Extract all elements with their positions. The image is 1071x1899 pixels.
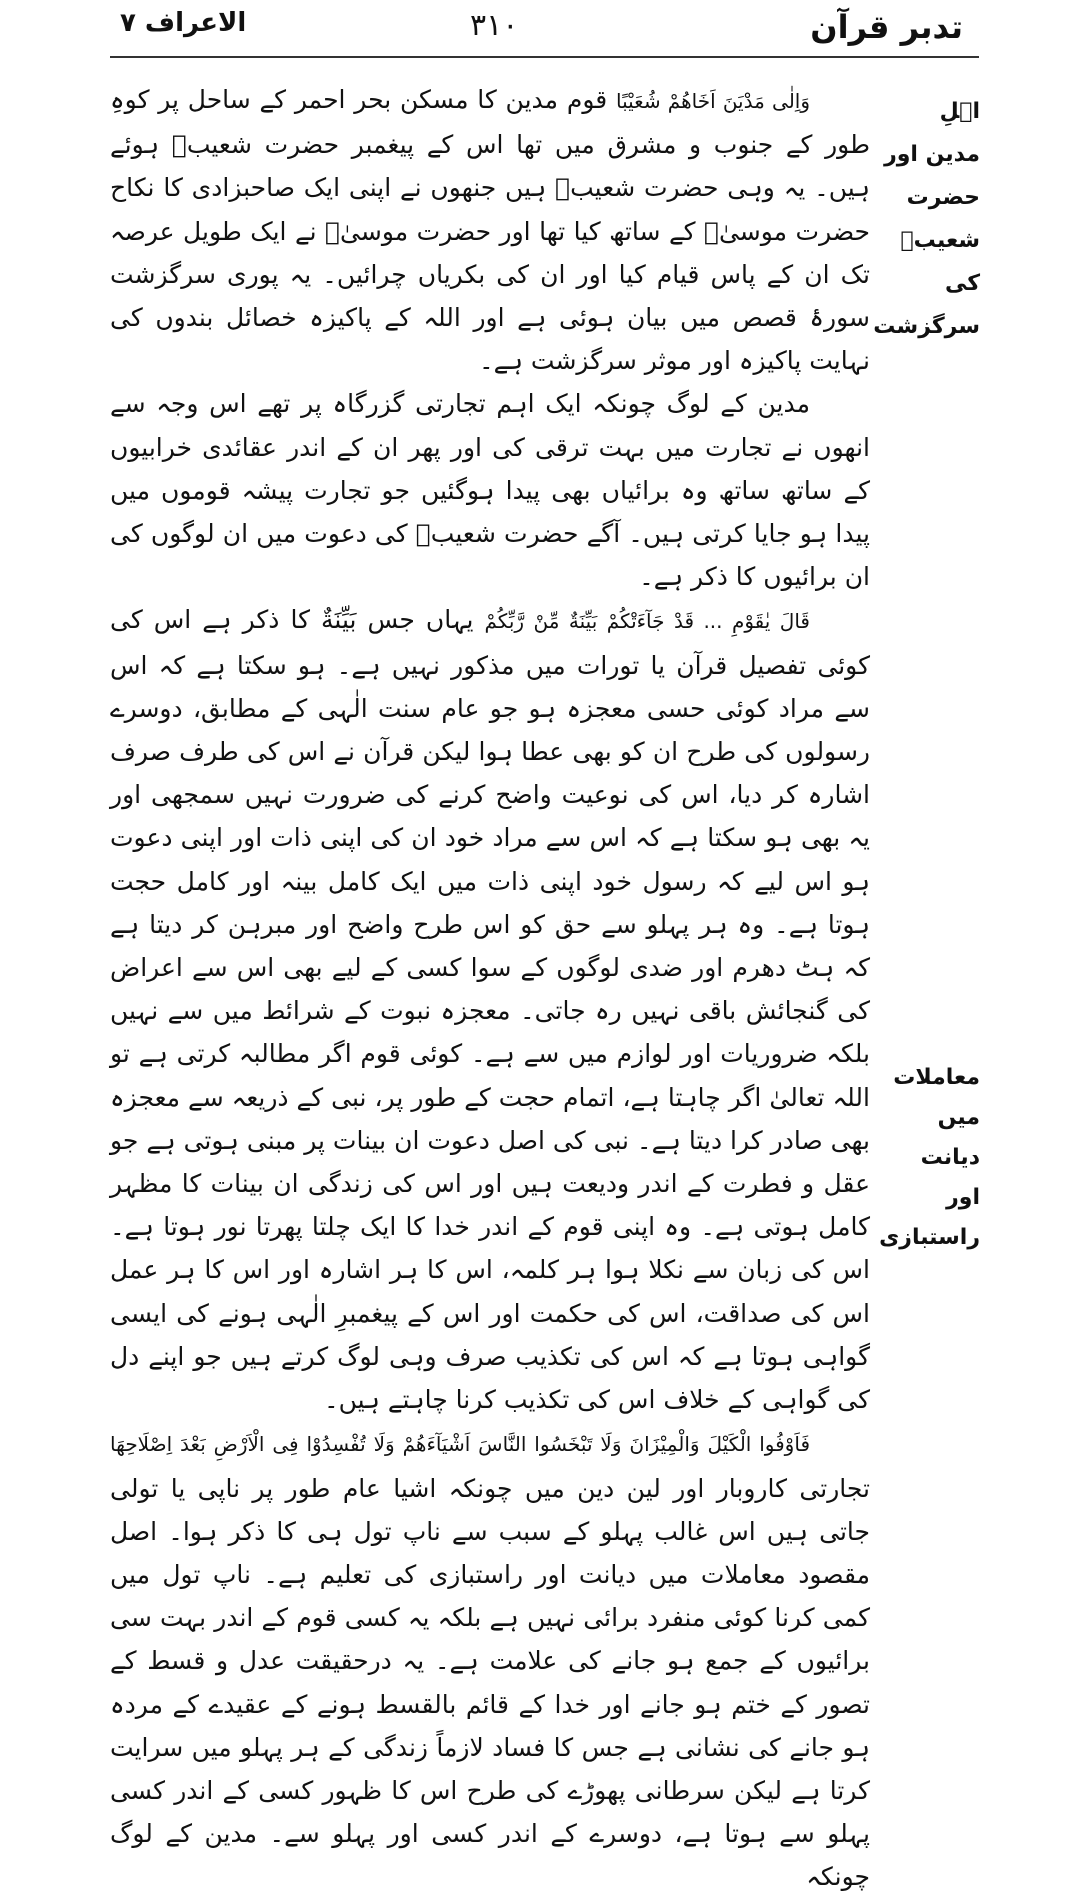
paragraph-text: مدین کے لوگ چونکہ ایک اہم تجارتی گزرگاہ پر تھے اس وجہ سے انھوں نے تجارت میں بہت ترقی کی اور پھر ان کے اندر عقائدی خرابیوں کے ساتھ ساتھ وہ برائیاں بھی پیدا ہوگئیں جو تجارت پیشہ قوموں میں پیدا ہو جایا کرتی ہیں۔ آگے حضرت شعیبؑ کی دعوت میں ان لوگوں کی ان برائیوں کا ذکر ہے۔	[110, 389, 870, 592]
ayah-quote: وَاِلٰی مَدْیَنَ اَخَاهُمْ شُعَیْبًا	[616, 89, 811, 113]
margin-note-honesty: معاملات میں دیانت اور راستبازی	[879, 1065, 980, 1250]
page-number: ۳۱۰	[470, 8, 519, 43]
paragraph-text: یہاں جس بَیِّنَةٌ کا ذکر ہے اس کی کوئی تفصیل قرآن یا تورات میں مذکور نہیں ہے۔ ہو سکتا ہے کہ اس سے مراد کوئی حسی معجزہ ہو جو عام سنت الٰہی کے مطابق، دوسرے رسولوں کی طرح ان کو بھی عطا ہوا لیکن قرآن نے اس کی طرف صرف اشارہ کر دیا، اس کی نوعیت واضح کرنے کی ضرورت نہیں سمجھی اور یہ بھی ہو سکتا ہے کہ اس سے مراد خود ان کی اپنی ذات اور اپنی دعوت ہو اس لیے کہ رسول خود اپنی ذات میں ایک کامل بینہ اور کامل حجت ہوتا ہے۔ وہ ہر پہلو سے حق کو اس طرح واضح اور مبرہن کر دیتا ہے کہ ہٹ دھرم اور ضدی لوگوں کے سوا کسی کے لیے بھی اس سے اعراض کی گنجائش باقی نہیں رہ جاتی۔ معجزہ نبوت کے شرائط میں سے نہیں بلکہ ضروریات اور لوازم میں سے ہے۔ کوئی قوم اگر مطالبہ کرتی ہے تو اللہ تعالیٰ اگر چاہتا ہے، اتمام حجت کے طور پر، نبی کے ذریعہ سے معجزہ بھی صادر کرا دیتا ہے۔ نبی کی اصل دعوت ان بینات پر مبنی ہوتی ہے جو عقل و فطرت کے اندر ودیعت ہیں اور اس کی زندگی ان بینات کا مظہر کامل ہوتی ہے۔ وہ اپنی قوم کے اندر خدا کا ایک چلتا پھرتا نور ہوتا ہے۔ اس کی زبان سے نکلا ہوا ہر کلمہ، اس کا ہر اشارہ اور اس کا ہر عمل اس کی صداقت، اس کی حکمت اور اس کے پیغمبرِ الٰہی ہونے کی ایسی گواہی ہوتا ہے کہ اس کی تکذیب صرف وہی لوگ کرتے ہیں جو اپنے دل کی گواہی کے خلاف اس کی تکذیب کرنا چاہتے ہیں۔	[110, 605, 870, 1415]
body-text	[110, 78, 870, 1899]
paragraph	[110, 598, 870, 1421]
paragraph	[110, 382, 870, 598]
paragraph-text: تجارتی کاروبار اور لین دین میں چونکہ اشیا عام طور پر ناپی یا تولی جاتی ہیں اس غالب پہلو کے سبب سے ناپ تول ہی کا ذکر ہوا۔ اصل مقصود معاملات میں دیانت اور راستبازی کی تعلیم ہے۔ ناپ تول میں کمی کرنا کوئی منفرد برائی نہیں ہے بلکہ یہ کسی قوم کے اندر بہت سی برائیوں کے جمع ہو جانے کی علامت ہے۔ یہ درحقیقت عدل و قسط کے تصور کے ختم ہو جانے اور خدا کے قائم بالقسط ہونے کے عقیدے کے مردہ ہو جانے کی نشانی ہے جس کا فساد لازماً زندگی کے ہر پہلو میں سرایت کرتا ہے لیکن سرطانی پھوڑے کی طرح اس کا ظہور کسی کے اندر کسی پہلو سے ہوتا ہے، دوسرے کے اندر کسی اور پہلو سے۔ مدین کے لوگ چونکہ	[110, 1473, 870, 1892]
ayah-quote: فَاَوْفُوا الْكَیْلَ وَالْمِیْزَانَ وَلَا تَبْخَسُوا النَّاسَ اَشْیَآءَهُمْ وَلَا تُفْسِدُوْا فِی الْاَرْضِ بَعْدَ اِصْلَاحِهَا	[110, 1432, 810, 1457]
paragraph-text: قوم مدین کا مسکن بحر احمر کے ساحل پر کوہِ طور کے جنوب و مشرق میں تھا اس کے پیغمبر حضرت شعیبؑ ہوئے ہیں۔ یہ وہی حضرت شعیبؑ ہیں جنھوں نے اپنی ایک صاحبزادی کا نکاح حضرت موسیٰؑ کے ساتھ کیا تھا اور حضرت موسیٰؑ نے ایک طویل عرصہ تک ان کے پاس قیام کیا اور ان کی بکریاں چرائیں۔ یہ پوری سرگزشت سورۂ قصص میں بیان ہوئی ہے اور اللہ کے پاکیزہ خصائل بندوں کی نہایت پاکیزہ اور موثر سرگزشت ہے۔	[110, 85, 870, 376]
header-rule	[110, 56, 979, 58]
surah-label: الاعراف ۷	[120, 8, 247, 38]
margin-note-madyan: اہلِ مدین اور حضرت شعیبؑ کی سرگزشت	[873, 99, 980, 339]
book-title: تدبر قرآن	[810, 8, 963, 46]
paragraph	[110, 78, 870, 382]
ayah-quote: قَالَ یٰقَوْمِ ... قَدْ جَآءَتْكُمْ بَیِّنَةٌ مِّنْ رَّبِّكُمْ	[484, 609, 810, 634]
paragraph	[110, 1421, 870, 1898]
